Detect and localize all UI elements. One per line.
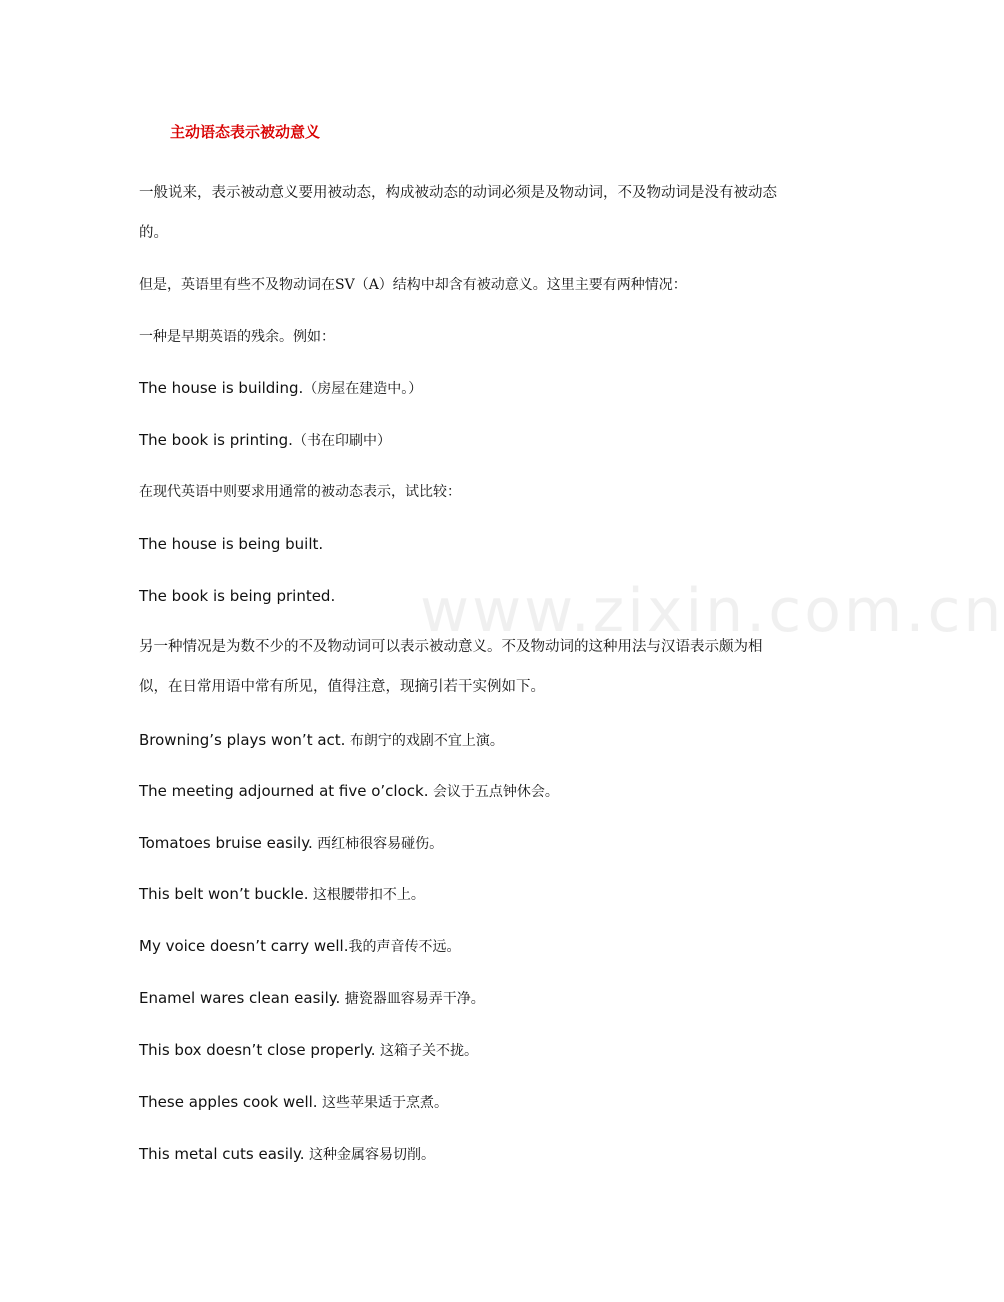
example-english: The book is being printed.	[139, 587, 336, 605]
example-english: The house is building.	[139, 379, 304, 397]
example-english: This belt won’t buckle.	[139, 885, 309, 903]
example-english: The meeting adjourned at five o’clock.	[139, 782, 429, 800]
example-line	[139, 935, 460, 958]
example-chinese: 这箱子关不拢。	[375, 1043, 478, 1059]
example-chinese: 这种金属容易切削。	[304, 1147, 436, 1163]
watermark: www.zixin.com.cn	[420, 576, 1004, 646]
example-chinese: 我的声音传不远。	[348, 939, 461, 955]
example-chinese: （房屋在建造中。）	[303, 381, 423, 397]
example-line	[139, 832, 443, 855]
example-line	[139, 585, 335, 608]
example-chinese: 布朗宁的戏剧不宜上演。	[345, 733, 504, 749]
example-line	[139, 729, 504, 752]
example-line	[139, 1039, 478, 1062]
example-english: Browning’s plays won’t act.	[139, 731, 346, 749]
example-english: The house is being built.	[139, 535, 324, 553]
example-chinese: 会议于五点钟休会。	[428, 784, 559, 800]
but-paragraph	[139, 274, 687, 296]
example-line	[139, 533, 323, 556]
example-chinese: 这根腰带扣不上。	[308, 887, 425, 903]
case-one-intro	[139, 326, 335, 348]
example-chinese: 西红柿很容易碰伤。	[312, 836, 444, 852]
example-line	[139, 883, 425, 906]
modern-intro	[139, 481, 461, 503]
case-one-intro-text: 一种是早期英语的残余。例如：	[139, 329, 335, 345]
example-english: The book is printing.	[139, 431, 293, 449]
example-english: This metal cuts easily.	[139, 1145, 305, 1163]
example-english: This box doesn’t close properly.	[139, 1041, 376, 1059]
case-two-paragraph: 另一种情况是为数不少的不及物动词可以表示被动意义。不及物动词的这种用法与汉语表示颇为相似，在日常用语中常有所见，值得注意，现摘引若干实例如下。	[139, 639, 763, 695]
intro-paragraph: 一般说来，表示被动意义要用被动态，构成被动态的动词必须是及物动词，不及物动词是没有被动态的。	[139, 185, 777, 241]
example-line	[139, 987, 485, 1010]
example-english: These apples cook well.	[139, 1093, 318, 1111]
example-english: Tomatoes bruise easily.	[139, 834, 313, 852]
example-chinese: 这些苹果适于烹煮。	[317, 1095, 449, 1111]
example-chinese: 搪瓷器皿容易弄干净。	[340, 991, 485, 1007]
example-chinese: （书在印刷中）	[292, 433, 391, 449]
example-english: My voice doesn’t carry well.	[139, 937, 349, 955]
page-title: 主动语态表示被动意义	[170, 123, 321, 141]
example-line	[139, 377, 422, 400]
example-line	[139, 780, 559, 803]
example-english: Enamel wares clean easily.	[139, 989, 341, 1007]
but-paragraph-text: 但是，英语里有些不及物动词在SV（A）结构中却含有被动意义。这里主要有两种情况：	[139, 277, 687, 293]
example-line	[139, 1091, 448, 1114]
modern-intro-text: 在现代英语中则要求用通常的被动态表示，试比较：	[139, 484, 461, 500]
example-line	[139, 429, 391, 452]
example-line	[139, 1143, 435, 1166]
